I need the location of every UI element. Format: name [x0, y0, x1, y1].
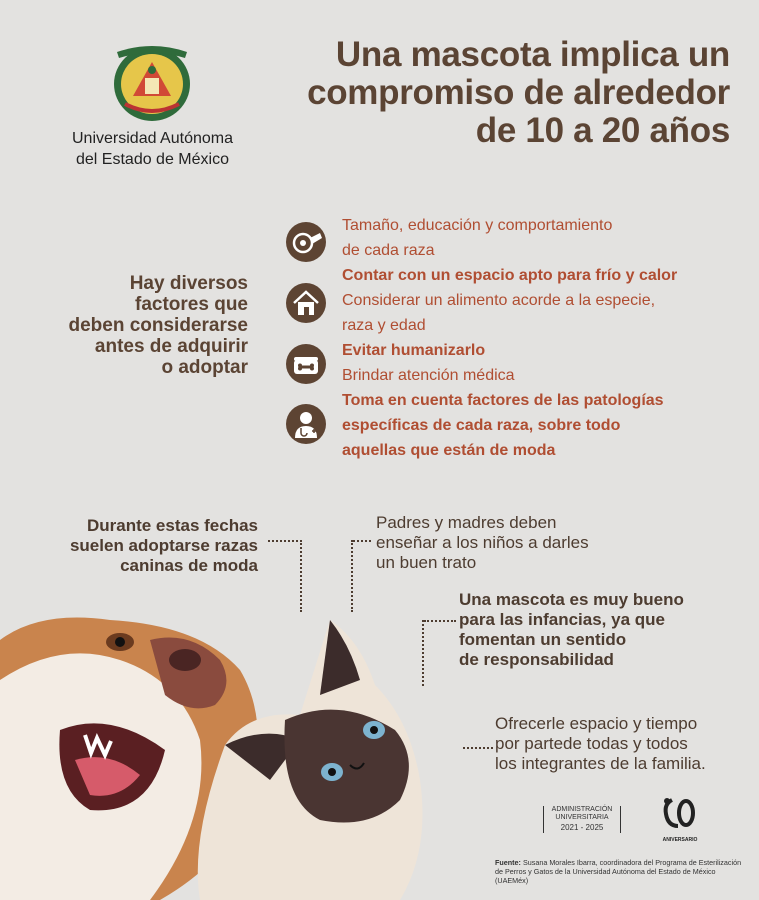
university-logo — [105, 40, 200, 125]
page-title — [285, 36, 730, 150]
factor-text: Toma en cuenta factores de las patologías — [342, 392, 664, 409]
factor-text: Evitar humanizarlo — [342, 342, 486, 359]
dotted-connector — [424, 620, 456, 622]
anniversary-logo — [660, 796, 700, 846]
anniversary-emblem-icon — [660, 796, 700, 832]
house-icon — [286, 283, 326, 323]
factors-heading-line: factores que — [135, 294, 248, 315]
university-name-line1: Universidad Autónoma — [72, 130, 233, 147]
title-line1: Una mascota implica un — [335, 35, 730, 74]
source-note — [495, 858, 745, 885]
factors-heading-line: Hay diversos — [129, 273, 248, 294]
dotted-connector — [422, 620, 424, 686]
factor-text: Tamaño, educación y comportamiento — [342, 217, 613, 234]
factors-heading — [20, 273, 248, 378]
source-label: Fuente: — [495, 858, 521, 867]
factors-heading-line: o adoptar — [161, 357, 248, 378]
note-line: Durante estas fechas — [86, 516, 258, 535]
note-line: enseñar a los niños a darles — [376, 533, 589, 552]
note-line: un buen trato — [376, 553, 477, 572]
admin-line: ADMINISTRACIÓN — [551, 806, 613, 813]
factor-item — [342, 338, 742, 363]
title-line2: compromiso de alrededor — [307, 73, 730, 112]
note-line: Padres y madres deben — [376, 513, 557, 532]
factor-item — [342, 213, 742, 263]
factor-text: aquellas que están de moda — [342, 442, 556, 459]
administration-badge — [543, 806, 621, 833]
anniversary-label: ANIVERSARIO — [662, 837, 698, 843]
note-space — [495, 714, 755, 774]
factors-heading-line: deben considerarse — [68, 315, 248, 336]
note-line: suelen adoptarse razas — [69, 536, 258, 555]
note-line: Una mascota es muy bueno — [459, 590, 684, 609]
note-parents — [376, 513, 646, 573]
dotted-connector — [463, 747, 493, 749]
note-line: para las infancias, ya que — [459, 610, 665, 629]
tape-measure-icon — [286, 222, 326, 262]
food-bowl-icon — [286, 344, 326, 384]
title-line3: de 10 a 20 años — [475, 111, 730, 150]
note-responsibility — [459, 590, 739, 670]
factors-heading-line: antes de adquirir — [94, 336, 248, 357]
factor-text: raza y edad — [342, 317, 426, 334]
factor-text: Contar con un espacio apto para frío y calor — [342, 267, 678, 284]
note-line: Ofrecerle espacio y tiempo — [495, 714, 698, 733]
note-line: de responsabilidad — [459, 650, 614, 669]
source-text: Susana Morales Ibarra, coordinadora del Programa de Esterilización de Perros y Gatos de la Universidad Autónoma del Estado de México (UAEMéx) — [495, 858, 742, 885]
university-name-line2: del Estado de México — [76, 151, 229, 168]
factor-text: Considerar un alimento acorde a la especie, — [342, 292, 656, 309]
note-line: por partede todas y todos — [495, 734, 688, 753]
factor-item — [342, 263, 742, 288]
factor-text: de cada raza — [342, 242, 435, 259]
factor-text: específicas de cada raza, sobre todo — [342, 417, 621, 434]
dotted-connector — [353, 540, 371, 542]
dotted-connector — [351, 540, 353, 612]
note-breeds — [30, 516, 258, 576]
factor-text: Brindar atención médica — [342, 367, 515, 384]
admin-years: 2021 - 2025 — [560, 823, 604, 832]
note-line: los integrantes de la familia. — [495, 754, 706, 773]
dotted-connector — [300, 540, 302, 612]
note-line: caninas de moda — [120, 556, 258, 575]
vet-doctor-icon — [286, 404, 326, 444]
factor-item — [342, 288, 742, 338]
dotted-connector — [268, 540, 302, 542]
admin-line: UNIVERSITARIA — [555, 814, 609, 821]
university-name — [40, 128, 265, 170]
note-line: fomentan un sentido — [459, 630, 627, 649]
factor-item — [342, 388, 742, 463]
factor-item — [342, 363, 742, 388]
dog-and-cat-photo — [0, 600, 500, 900]
